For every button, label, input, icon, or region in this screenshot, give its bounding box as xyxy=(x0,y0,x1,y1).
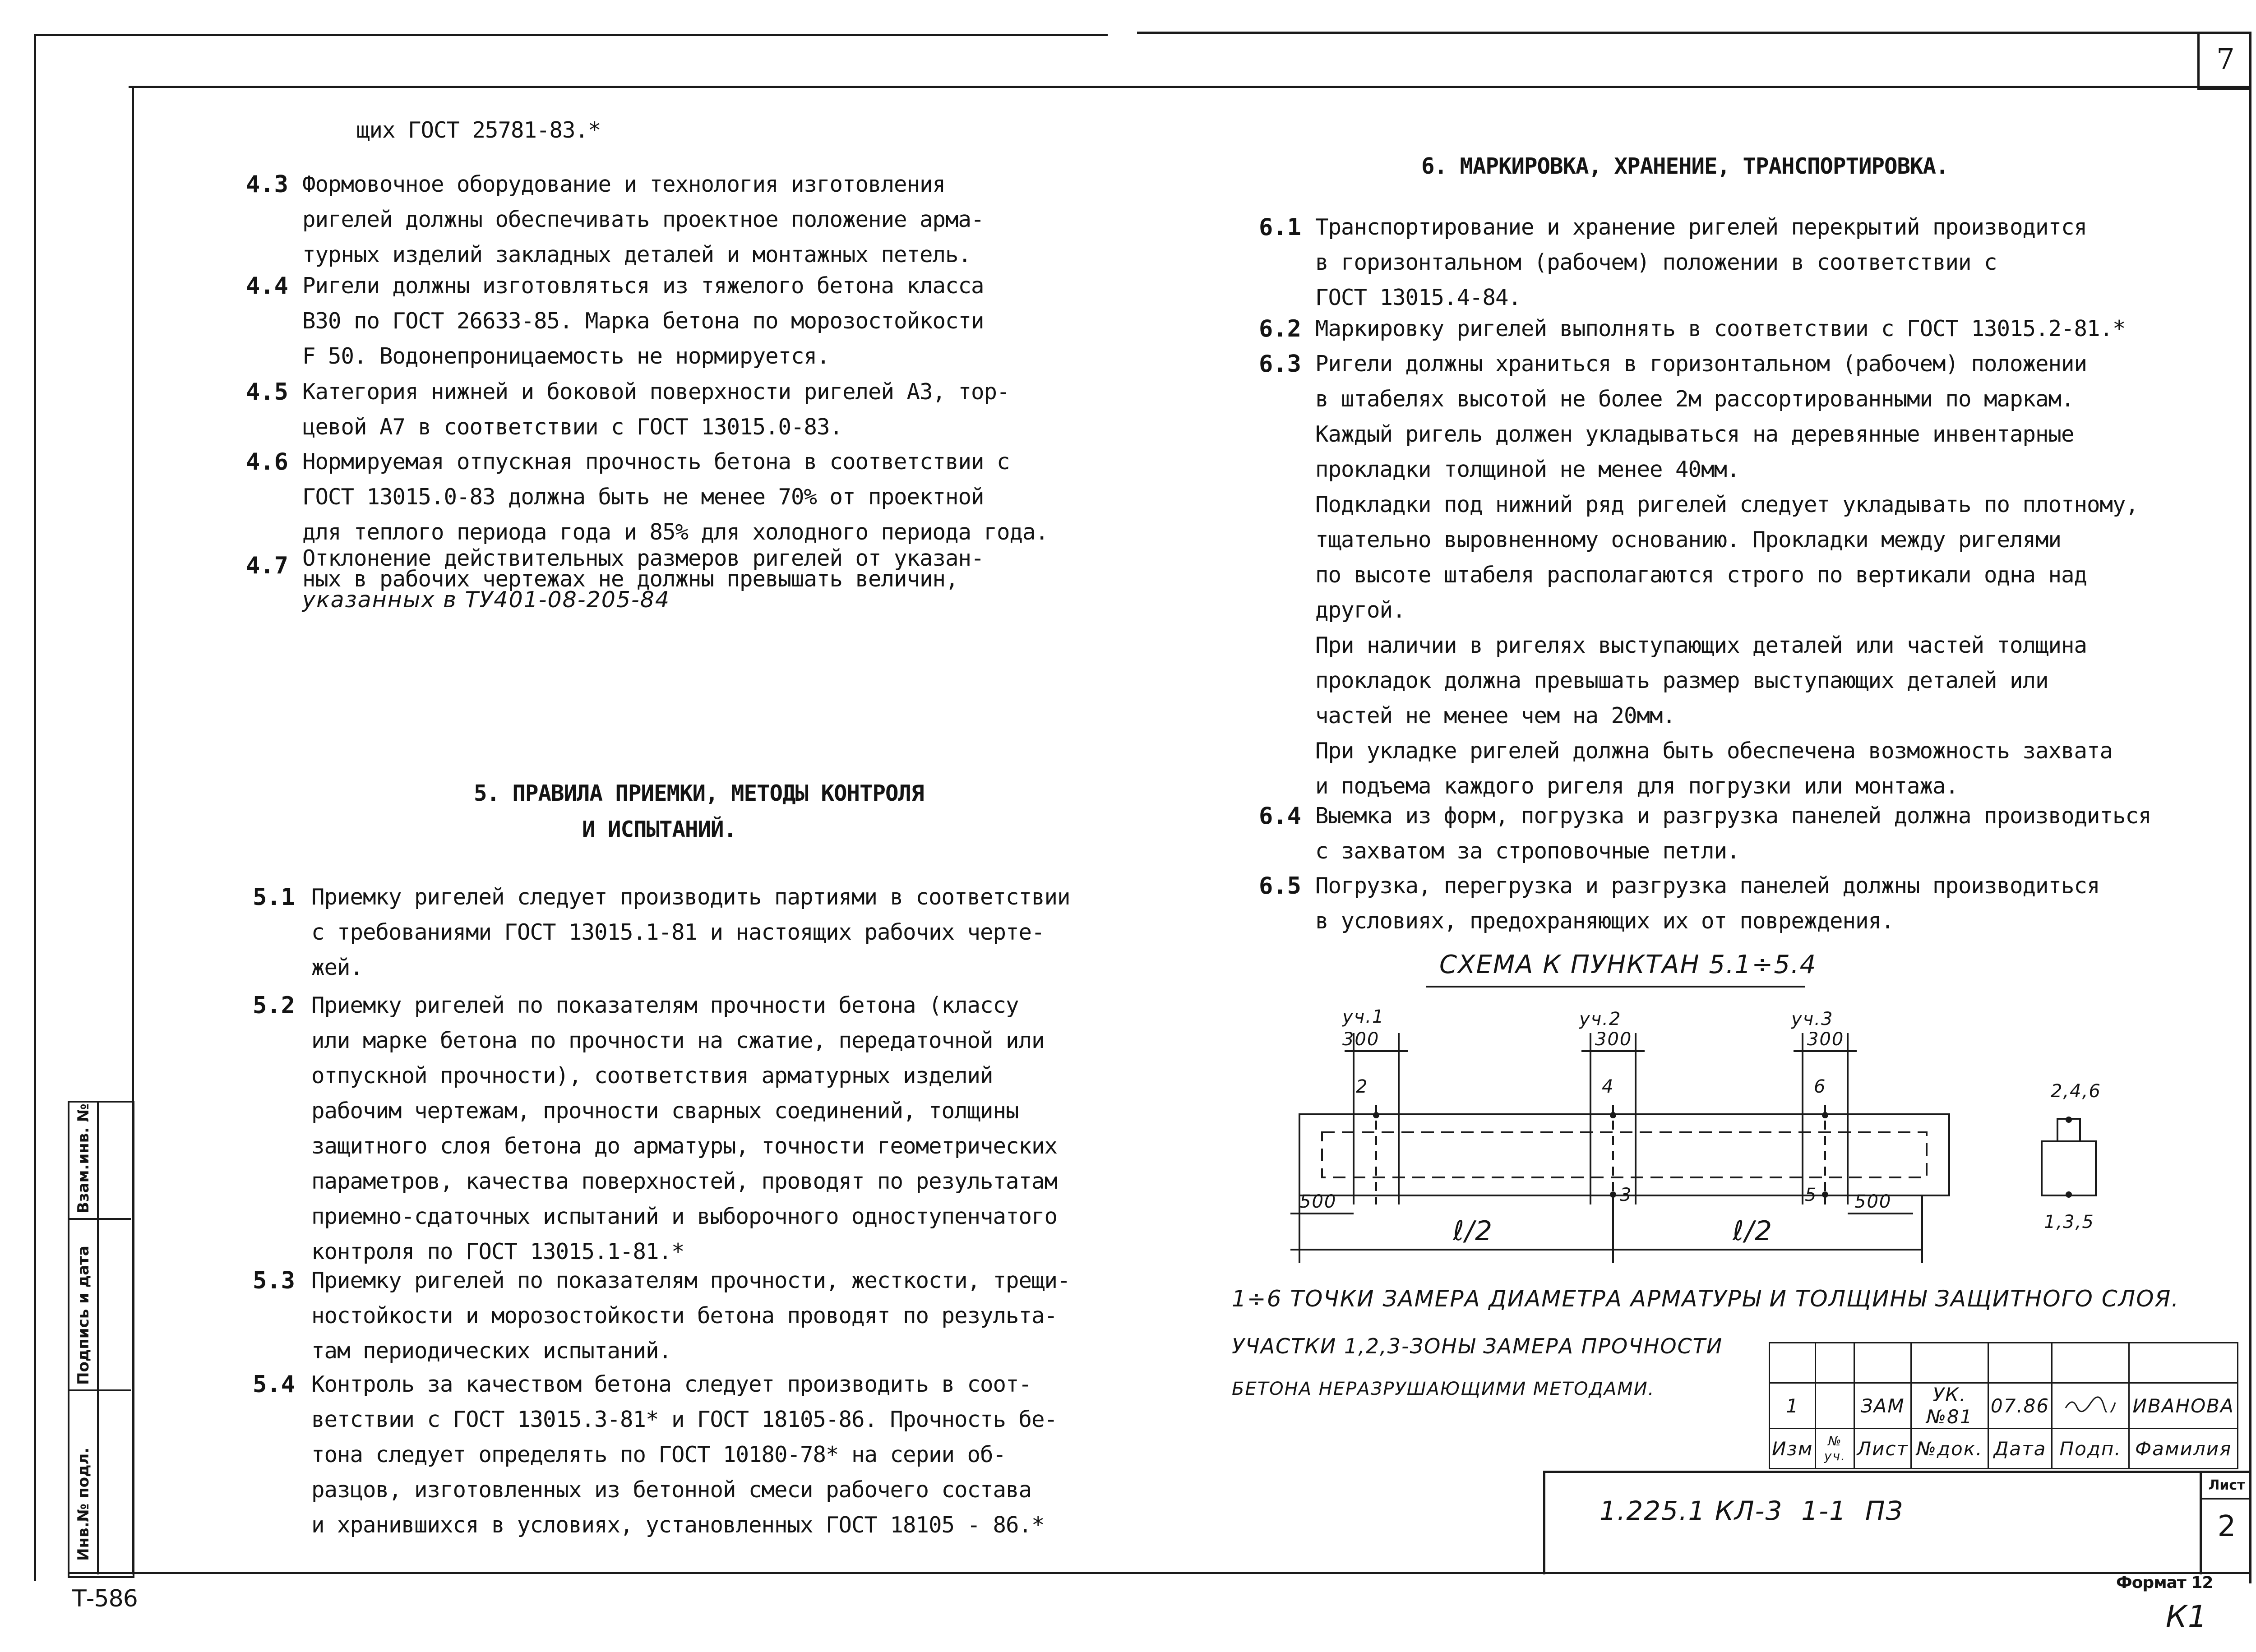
item-6-2-text: Маркировку ригелей выполнять в соответствии с ГОСТ 13015.2-81.* xyxy=(1315,316,2126,341)
point-4-label: 4 xyxy=(1602,1076,1614,1097)
item-5-1-text: Приемку ригелей следует производить партиями в соответствии с требованиями ГОСТ 13015.1-81 и настоящих рабочих черте- жей. xyxy=(311,884,1070,980)
item-5-1-number: 5.1 xyxy=(253,884,295,911)
frame-top-left xyxy=(34,34,1108,36)
sheet-number: 2 xyxy=(2217,1510,2236,1543)
stamp-header-row: Изм № уч. Лист №док. Дата Подп. Фамилия xyxy=(1770,1429,2238,1469)
zone-2-label: уч.2 xyxy=(1579,1009,1622,1029)
zone-3-label: уч.3 xyxy=(1791,1009,1834,1029)
format-label: Формат 12 xyxy=(2116,1574,2213,1592)
point-6 xyxy=(1822,1112,1828,1118)
point-3 xyxy=(1610,1191,1616,1198)
item-4-5-number: 4.5 xyxy=(246,378,288,406)
point-4 xyxy=(1610,1112,1616,1118)
scheme-title-underline xyxy=(1426,986,1805,988)
zone-1-label: уч.1 xyxy=(1342,1006,1385,1027)
dim-500-right: 500 xyxy=(1854,1191,1892,1212)
item-4-7-number: 4.7 xyxy=(246,552,288,579)
item-4-5-text: Категория нижней и боковой поверхности ригелей А3, тор- цевой А7 в соответствии с ГОСТ 13015.0-83. xyxy=(302,379,1010,440)
section-point-top xyxy=(2066,1117,2072,1123)
item-5-2-number: 5.2 xyxy=(253,992,295,1019)
item-5-2-text: Приемку ригелей по показателям прочности бетона (классу или марке бетона по прочности на сжатие, передаточной или отпускной прочности), соответствия арматурных изделий рабочим чертежам, прочности сварных соединений, толщины защитного слоя бетона до арматуры, точности геометрических параметров, качества поверхностей, проводят по результатам приемно-сдаточных испытаний и выборочного одноступенчатого контроля по ГОСТ 13015.1-81.* xyxy=(311,992,1058,1264)
legend-zones-2: БЕТОНА НЕРАЗРУШАЮЩИМИ МЕТОДАМИ. xyxy=(1232,1379,1655,1399)
item-6-3-number: 6.3 xyxy=(1259,351,1301,378)
item-4-6-text: Нормируемая отпускная прочность бетона в соответствии с ГОСТ 13015.0-83 должна быть не менее 70% от проектной для теплого периода года и 85% для холодного периода года. xyxy=(302,449,1049,545)
scheme-title: СХЕМА К ПУНКТАН 5.1÷5.4 xyxy=(1439,950,1817,979)
footer-code: Т-586 xyxy=(72,1585,138,1612)
legend-points: 1÷6 ТОЧКИ ЗАМЕРА ДИАМЕТРА АРМАТУРЫ И ТОЛЩИНЫ ЗАЩИТНОГО СЛОЯ. xyxy=(1232,1286,2180,1312)
section-bottom-label: 1,3,5 xyxy=(2044,1212,2094,1232)
item-5-4-text: Контроль за качеством бетона следует производить в соот- ветствии с ГОСТ 13015.3-81* и ГОСТ 18105-86. Прочность бе- тона следует определять по ГОСТ 10180-78* на серии об- разцов, изготовленных из бетонной смеси рабочего состава и хранившихся в условиях, установленных ГОСТ 18105 - 86.* xyxy=(311,1371,1058,1538)
document-designation: 1.225.1 КЛ-3 1-1 ПЗ xyxy=(1600,1495,1904,1526)
point-5 xyxy=(1822,1191,1828,1198)
corner-mark: К1 xyxy=(2166,1599,2208,1634)
side-stamp-row-1 xyxy=(68,1218,131,1220)
item-4-3-text: Формовочное оборудование и технология изготовления ригелей должны обеспечивать проектное положение арма- турных изделий закладных деталей и монтажных петель. xyxy=(302,171,984,268)
zone-1-dim: 300 xyxy=(1342,1029,1380,1050)
sheet-label: Лист xyxy=(2202,1473,2251,1500)
revision-table xyxy=(1769,1342,2238,1469)
side-label-replace: Взам.инв. № xyxy=(74,1103,92,1214)
item-4-7-text: Отклонение действительных размеров ригелей от указан- ных в рабочих чертежах не должны превышать величин, указанных в ТУ401-08-205-84 xyxy=(302,545,984,613)
item-6-5-text: Погрузка, перегрузка и разгрузка панелей должны производиться в условиях, предохраняющих их от повреждения. xyxy=(1315,873,2100,934)
item-6-5-number: 6.5 xyxy=(1259,872,1301,900)
page-number: 7 xyxy=(2216,43,2235,76)
beam-inner xyxy=(1322,1132,1927,1177)
item-6-4-text: Выемка из форм, погрузка и разгрузка панелей должна производиться с захватом за строповочные петли. xyxy=(1315,803,2151,864)
point-2-label: 2 xyxy=(1356,1076,1368,1097)
item-4-4-text: Ригели должны изготовляться из тяжелого бетона класса В30 по ГОСТ 26633-85. Марка бетона по морозостойкости F 50. Водонепроницаемость не нормируется. xyxy=(302,273,984,369)
page-number-box xyxy=(2197,32,2251,90)
item-4-3-number: 4.3 xyxy=(246,171,288,198)
half-length-right: ℓ/2 xyxy=(1733,1215,1773,1247)
legend-zones-1: УЧАСТКИ 1,2,3-ЗОНЫ ЗАМЕРА ПРОЧНОСТИ xyxy=(1232,1334,1723,1358)
zone-3-dim: 300 xyxy=(1807,1029,1845,1050)
point-3-label: 3 xyxy=(1620,1185,1632,1205)
side-stamp-row-2 xyxy=(68,1389,131,1391)
section-5-title: 5. ПРАВИЛА ПРИЕМКИ, МЕТОДЫ КОНТРОЛЯ xyxy=(474,780,924,806)
frame-right xyxy=(2249,32,2251,1583)
item-4-6-number: 4.6 xyxy=(246,448,288,475)
section-point-bottom xyxy=(2066,1191,2072,1198)
item-5-3-text: Приемку ригелей по показателям прочности, жесткости, трещи- ностойкости и морозостойкости бетона проводят по результа- там периодических испытаний. xyxy=(311,1268,1070,1364)
point-6-label: 6 xyxy=(1814,1076,1826,1097)
half-length-left: ℓ/2 xyxy=(1453,1215,1493,1247)
dim-500-left: 500 xyxy=(1299,1191,1337,1212)
stamp-values-row: 1 ЗАМ УК.№81 07.86 ИВАНОВА xyxy=(1770,1383,2238,1429)
item-6-4-number: 6.4 xyxy=(1259,803,1301,830)
item-6-2-number: 6.2 xyxy=(1259,315,1301,342)
side-label-inv: Инв.№ подл. xyxy=(74,1447,92,1561)
section-top-label: 2,4,6 xyxy=(2051,1081,2101,1102)
item-5-4-number: 5.4 xyxy=(253,1371,295,1398)
item-6-1-number: 6.1 xyxy=(1259,214,1301,241)
section-bottom-rect xyxy=(2042,1141,2096,1195)
inner-frame-top xyxy=(129,86,2249,88)
item-4-4-number: 4.4 xyxy=(246,272,288,300)
point-2 xyxy=(1373,1112,1379,1118)
side-stamp-divider xyxy=(97,1101,99,1574)
sheet-box xyxy=(2200,1473,2251,1574)
side-label-signature: Подпись и дата xyxy=(74,1246,92,1385)
section-5-subtitle: И ИСПЫТАНИЙ. xyxy=(582,817,737,842)
designation-block xyxy=(1543,1471,2251,1574)
item-6-3-text: Ригели должны храниться в горизонтальном (рабочем) положении в штабелях высотой не более 2м рассортированными по маркам. Каждый ригель должен укладываться на деревянные инвентарные прокладки толщиной не менее 40мм. Подкладки под нижний ряд ригелей следует укладывать по плотному, тщательно выровненному основанию. Прокладки между ригелями по высоте штабеля располагаются строго по вертикали одна над другой. При наличии в ригелях выступающих деталей или частей толщина прокладок должна превышать размер выступающих деталей или частей не менее чем на 20мм. При укладке ригелей должна быть обеспечена возможность захвата и подъема каждого ригеля для погрузки или монтажа. xyxy=(1315,351,2139,799)
point-5-label: 5 xyxy=(1805,1185,1817,1205)
item-5-3-number: 5.3 xyxy=(253,1267,295,1294)
zone-2-dim: 300 xyxy=(1595,1029,1632,1050)
section-6-title: 6. МАРКИРОВКА, ХРАНЕНИЕ, ТРАНСПОРТИРОВКА. xyxy=(1421,153,1949,179)
item-6-1-text: Транспортирование и хранение ригелей перекрытий производится в горизонтальном (рабочем) положении в соответствии с ГОСТ 13015.4-84. xyxy=(1315,214,2087,310)
stamp-blank-row xyxy=(1770,1343,2238,1383)
signature xyxy=(2052,1383,2129,1429)
frame-top-right xyxy=(1137,32,2251,34)
intro-line: щих ГОСТ 25781-83.* xyxy=(356,117,601,143)
frame-left xyxy=(34,34,36,1581)
